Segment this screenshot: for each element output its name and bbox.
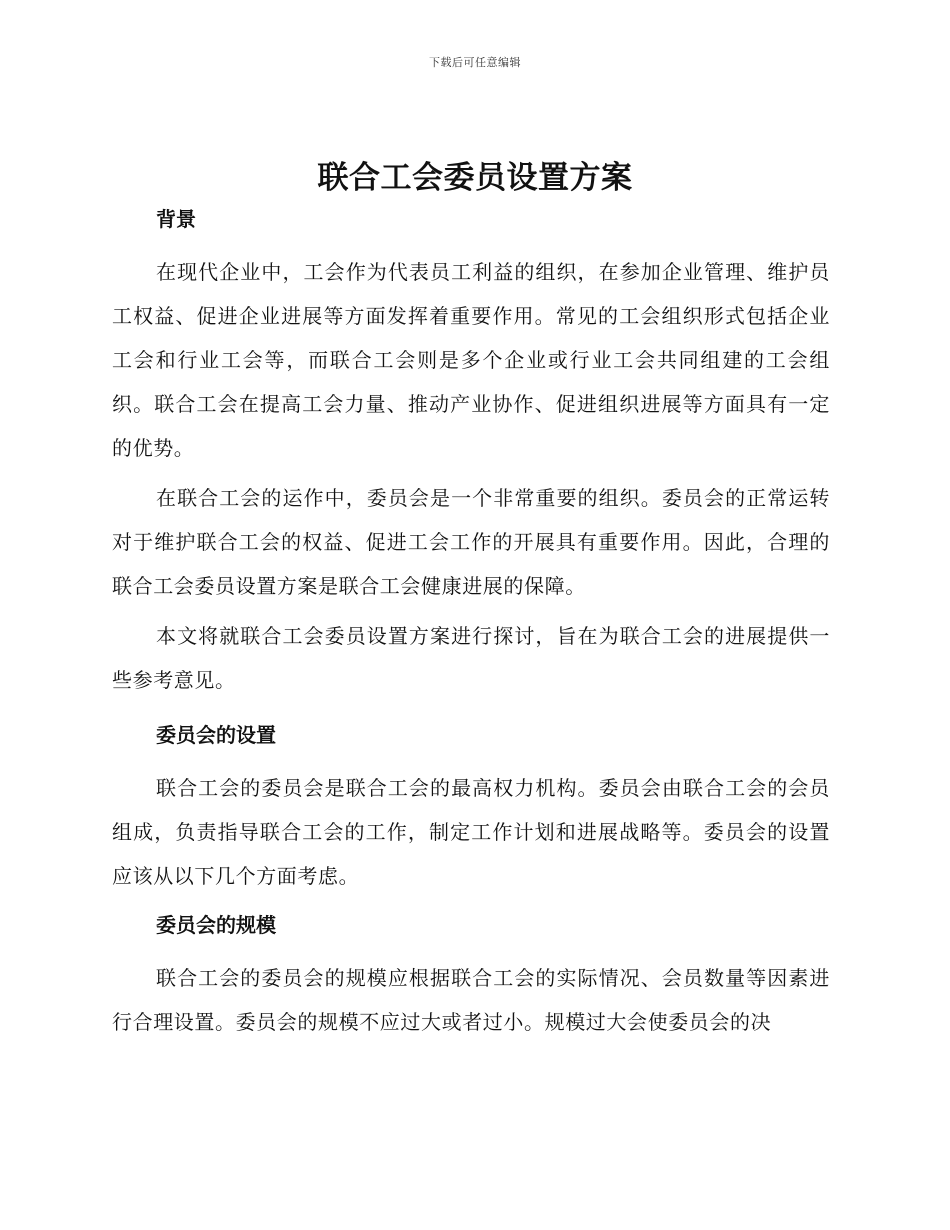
paragraph: 在现代企业中，工会作为代表员工利益的组织，在参加企业管理、维护员工权益、促进企业进展等方面发挥着重要作用。常见的工会组织形式包括企业工会和行业工会等，而联合工会则是多个企业或行业工会共同组建的工会组织。联合工会在提高工会力量、推动产业协作、促进组织进展等方面具有一定的优势。 — [112, 260, 830, 460]
section-committee-setup — [112, 718, 830, 898]
section-heading: 委员会的规模 — [156, 913, 276, 937]
paragraph: 在联合工会的运作中，委员会是一个非常重要的组织。委员会的正常运转对于维护联合工会的权益、促进工会工作的开展具有重要作用。因此，合理的联合工会委员设置方案是联合工会健康进展的保障。 — [112, 486, 830, 598]
paragraph: 本文将就联合工会委员设置方案进行探讨，旨在为联合工会的进展提供一些参考意见。 — [112, 624, 830, 692]
paragraph: 联合工会的委员会是联合工会的最高权力机构。委员会由联合工会的会员组成，负责指导联合工会的工作，制定工作计划和进展战略等。委员会的设置应该从以下几个方面考虑。 — [112, 776, 830, 888]
paragraph: 联合工会的委员会的规模应根据联合工会的实际情况、会员数量等因素进行合理设置。委员会的规模不应过大或者过小。规模过大会使委员会的决 — [112, 966, 830, 1034]
section-background — [112, 202, 830, 702]
section-heading: 委员会的设置 — [156, 723, 276, 747]
page-header-note: 下载后可任意编辑 — [429, 56, 521, 69]
document-body — [112, 202, 830, 1050]
document-title: 联合工会委员设置方案 — [317, 160, 633, 196]
section-heading: 背景 — [156, 207, 196, 231]
section-committee-scale — [112, 908, 830, 1044]
